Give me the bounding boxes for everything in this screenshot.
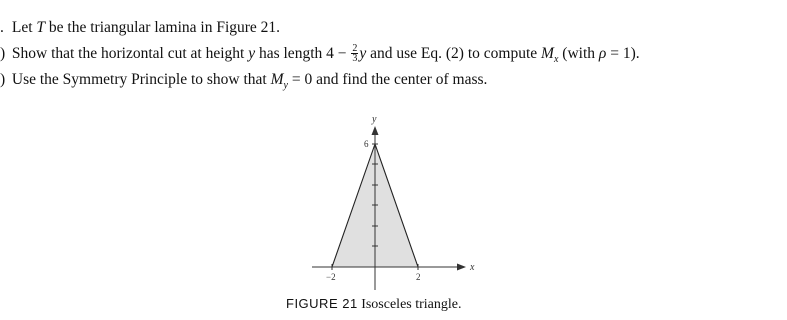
part-a-text-b: has length 4 − <box>255 45 351 62</box>
x-tick-label-left: −2 <box>326 272 336 282</box>
var-m-y: M <box>270 71 284 88</box>
isosceles-triangle-figure <box>290 112 490 302</box>
x-tick-label-right: 2 <box>416 272 421 282</box>
fraction-two-thirds <box>351 44 358 63</box>
fraction-numerator: 2 <box>352 42 358 54</box>
var-t: T <box>36 19 46 36</box>
subscript-y: y <box>283 80 288 91</box>
part-a-text-e: = 1). <box>606 45 640 62</box>
y-tick-label-top: 6 <box>364 139 369 149</box>
part-b-marker: ) <box>0 71 6 88</box>
part-b-text-a: Use the Symmetry Principle to show that <box>11 71 271 88</box>
y-axis-arrow <box>372 126 379 135</box>
fraction-denominator: 3 <box>352 52 358 64</box>
problem-part-b <box>0 70 487 92</box>
var-y: y <box>248 45 256 62</box>
intro-text-a: Let <box>11 19 37 36</box>
subscript-x: x <box>553 54 559 65</box>
problem-intro <box>0 18 280 38</box>
problem-part-a <box>0 44 640 66</box>
figure-caption <box>286 296 461 313</box>
part-a-text-c: and use Eq. (2) to compute <box>366 45 542 62</box>
part-a-marker: ) <box>0 45 6 62</box>
figure-caption-label: FIGURE 21 <box>286 296 358 311</box>
var-rho: ρ <box>598 45 607 62</box>
x-axis-arrow <box>457 264 466 271</box>
y-axis-label: y <box>372 114 377 125</box>
part-b-text-b: = 0 and find the center of mass. <box>287 71 488 88</box>
part-a-text-a: Show that the horizontal cut at height <box>11 45 249 62</box>
var-y-2: y <box>359 45 367 62</box>
part-a-text-d: (with <box>558 45 599 62</box>
figure-caption-text: Isosceles triangle. <box>361 297 462 312</box>
problem-marker: . <box>0 19 4 36</box>
intro-text-b: be the triangular lamina in Figure 21. <box>45 19 281 36</box>
var-m-x: M <box>541 45 554 62</box>
x-axis-label: x <box>470 262 475 273</box>
